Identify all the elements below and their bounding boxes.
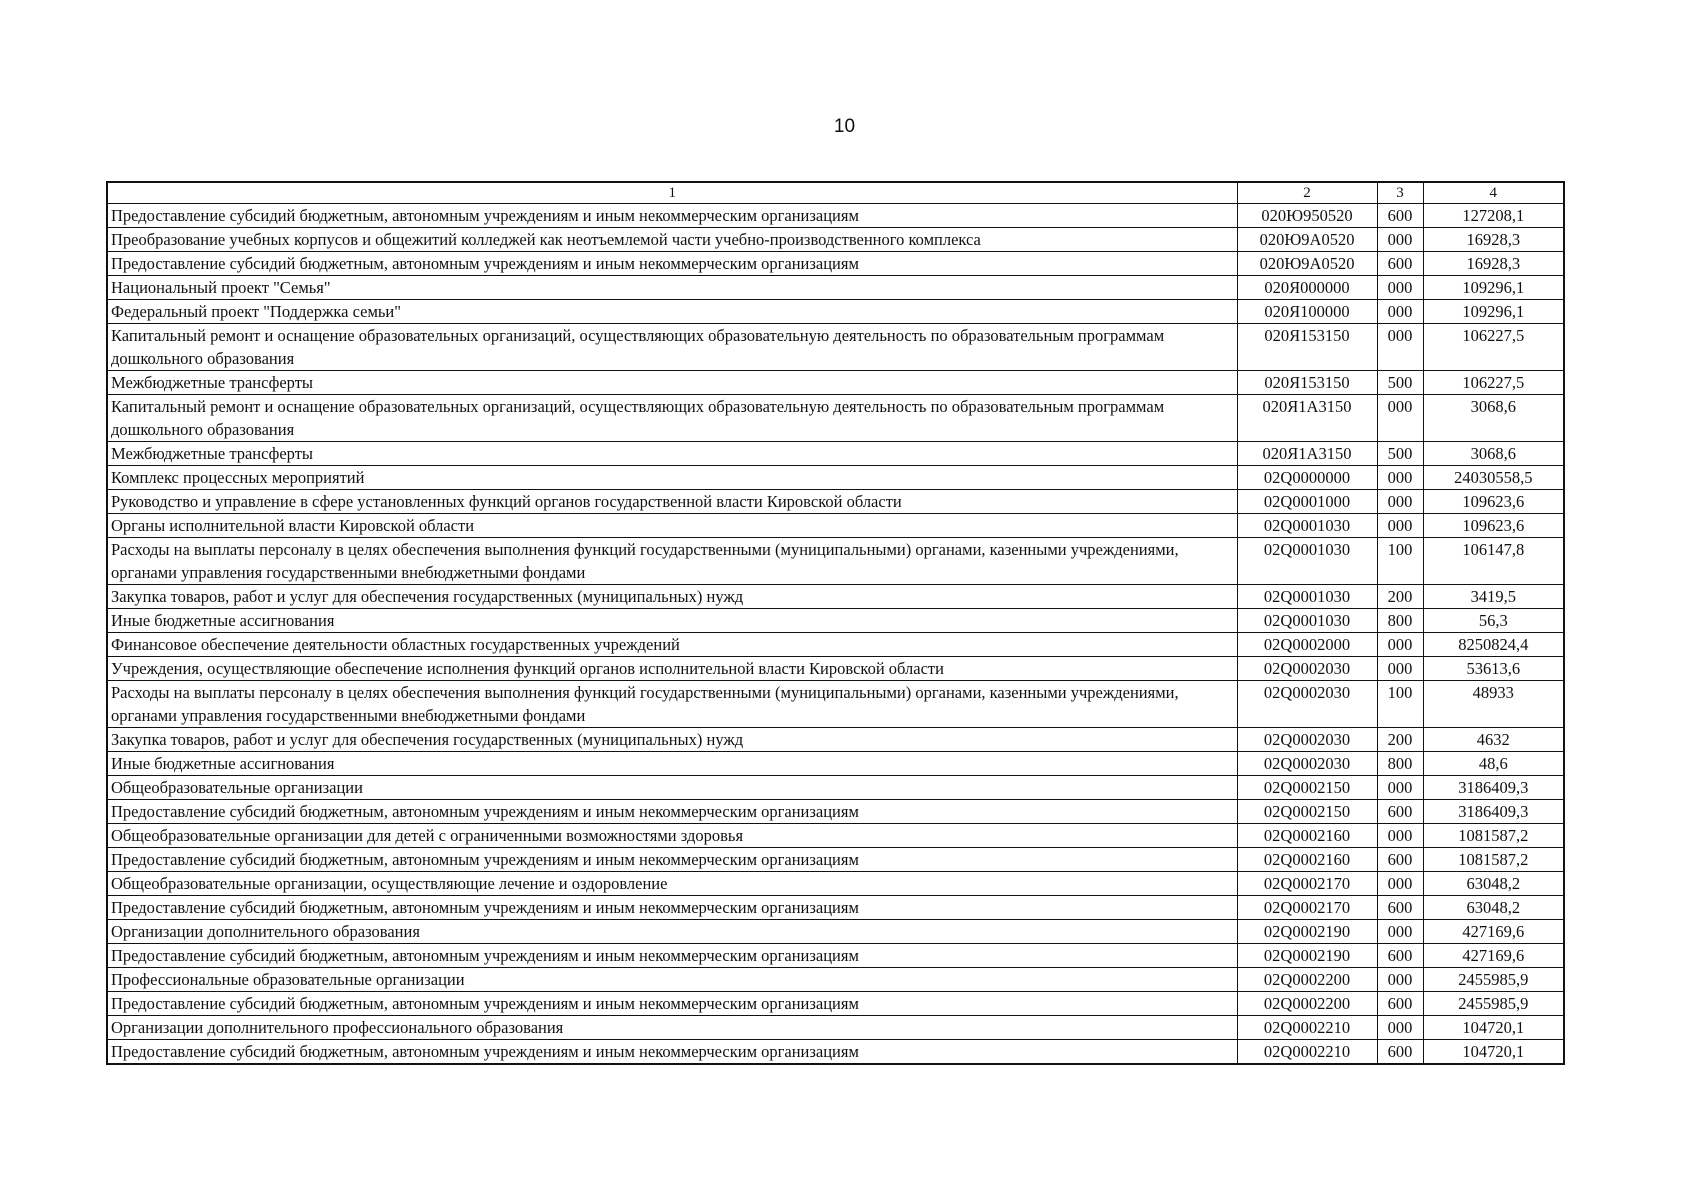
row-amount-cell: 104720,1 [1423, 1016, 1564, 1040]
row-type-cell: 600 [1377, 252, 1423, 276]
row-type-cell: 000 [1377, 824, 1423, 848]
table-row [107, 872, 1564, 896]
table-row [107, 776, 1564, 800]
row-name-cell: Расходы на выплаты персоналу в целях обеспечения выполнения функций государственными (муниципальными) органами, казенными учреждениями, органами управления государственными внебюджетными фондами [107, 538, 1237, 585]
row-code-cell: 02Q0002030 [1237, 657, 1377, 681]
row-name-cell: Межбюджетные трансферты [107, 371, 1237, 395]
row-type-cell: 600 [1377, 944, 1423, 968]
row-name-cell: Предоставление субсидий бюджетным, автономным учреждениям и иным некоммерческим организациям [107, 896, 1237, 920]
row-type-cell: 000 [1377, 324, 1423, 371]
row-code-cell: 02Q0002150 [1237, 800, 1377, 824]
row-name-cell: Закупка товаров, работ и услуг для обеспечения государственных (муниципальных) нужд [107, 585, 1237, 609]
table-row [107, 728, 1564, 752]
row-code-cell: 02Q0002170 [1237, 896, 1377, 920]
table-row [107, 252, 1564, 276]
row-type-cell: 000 [1377, 920, 1423, 944]
row-code-cell: 020Ю9А0520 [1237, 252, 1377, 276]
row-amount-cell: 24030558,5 [1423, 466, 1564, 490]
row-type-cell: 000 [1377, 466, 1423, 490]
row-amount-cell: 104720,1 [1423, 1040, 1564, 1065]
row-name-cell: Предоставление субсидий бюджетным, автономным учреждениям и иным некоммерческим организациям [107, 992, 1237, 1016]
row-type-cell: 000 [1377, 490, 1423, 514]
row-code-cell: 02Q0002170 [1237, 872, 1377, 896]
table-row [107, 585, 1564, 609]
table-row [107, 633, 1564, 657]
row-amount-cell: 16928,3 [1423, 252, 1564, 276]
table-row [107, 466, 1564, 490]
row-amount-cell: 106227,5 [1423, 371, 1564, 395]
row-type-cell: 600 [1377, 1040, 1423, 1065]
row-code-cell: 02Q0002190 [1237, 944, 1377, 968]
row-type-cell: 800 [1377, 752, 1423, 776]
row-name-cell: Предоставление субсидий бюджетным, автономным учреждениям и иным некоммерческим организациям [107, 252, 1237, 276]
row-code-cell: 02Q0002190 [1237, 920, 1377, 944]
table-row [107, 824, 1564, 848]
table-row [107, 276, 1564, 300]
table-row [107, 848, 1564, 872]
table-row [107, 1040, 1564, 1065]
table-header-row [107, 182, 1564, 204]
row-type-cell: 200 [1377, 728, 1423, 752]
row-code-cell: 02Q0001030 [1237, 514, 1377, 538]
row-name-cell: Предоставление субсидий бюджетным, автономным учреждениям и иным некоммерческим организациям [107, 848, 1237, 872]
column-header-1: 1 [107, 182, 1237, 204]
row-type-cell: 500 [1377, 371, 1423, 395]
row-code-cell: 02Q0002030 [1237, 728, 1377, 752]
table-row [107, 538, 1564, 585]
table-row [107, 395, 1564, 442]
row-code-cell: 02Q0002030 [1237, 752, 1377, 776]
row-name-cell: Органы исполнительной власти Кировской области [107, 514, 1237, 538]
row-code-cell: 02Q0001030 [1237, 585, 1377, 609]
table-row [107, 609, 1564, 633]
row-code-cell: 02Q0001030 [1237, 538, 1377, 585]
row-name-cell: Капитальный ремонт и оснащение образовательных организаций, осуществляющих образовательную деятельность по образовательным программам дошкольного образования [107, 395, 1237, 442]
row-amount-cell: 3419,5 [1423, 585, 1564, 609]
row-name-cell: Финансовое обеспечение деятельности областных государственных учреждений [107, 633, 1237, 657]
row-code-cell: 02Q0002200 [1237, 968, 1377, 992]
row-name-cell: Предоставление субсидий бюджетным, автономным учреждениям и иным некоммерческим организациям [107, 800, 1237, 824]
row-code-cell: 020Я1А3150 [1237, 442, 1377, 466]
row-name-cell: Организации дополнительного образования [107, 920, 1237, 944]
row-type-cell: 800 [1377, 609, 1423, 633]
row-name-cell: Преобразование учебных корпусов и общежитий колледжей как неотъемлемой части учебно-производственного комплекса [107, 228, 1237, 252]
table-row [107, 992, 1564, 1016]
row-name-cell: Межбюджетные трансферты [107, 442, 1237, 466]
row-name-cell: Организации дополнительного профессионального образования [107, 1016, 1237, 1040]
row-type-cell: 600 [1377, 800, 1423, 824]
row-code-cell: 02Q0002160 [1237, 848, 1377, 872]
row-amount-cell: 63048,2 [1423, 872, 1564, 896]
table-row [107, 896, 1564, 920]
row-amount-cell: 53613,6 [1423, 657, 1564, 681]
row-name-cell: Иные бюджетные ассигнования [107, 752, 1237, 776]
row-type-cell: 000 [1377, 633, 1423, 657]
row-code-cell: 02Q0002200 [1237, 992, 1377, 1016]
row-amount-cell: 109623,6 [1423, 490, 1564, 514]
row-code-cell: 020Я1А3150 [1237, 395, 1377, 442]
row-type-cell: 000 [1377, 228, 1423, 252]
row-type-cell: 000 [1377, 395, 1423, 442]
row-code-cell: 02Q0002000 [1237, 633, 1377, 657]
page-number: 10 [833, 116, 856, 137]
row-name-cell: Общеобразовательные организации для детей с ограниченными возможностями здоровья [107, 824, 1237, 848]
table-row [107, 800, 1564, 824]
row-amount-cell: 3068,6 [1423, 442, 1564, 466]
row-type-cell: 000 [1377, 657, 1423, 681]
row-code-cell: 02Q0002150 [1237, 776, 1377, 800]
row-amount-cell: 8250824,4 [1423, 633, 1564, 657]
table-row [107, 442, 1564, 466]
row-code-cell: 020Я000000 [1237, 276, 1377, 300]
row-name-cell: Предоставление субсидий бюджетным, автономным учреждениям и иным некоммерческим организациям [107, 944, 1237, 968]
column-header-3: 3 [1377, 182, 1423, 204]
row-name-cell: Предоставление субсидий бюджетным, автономным учреждениям и иным некоммерческим организациям [107, 204, 1237, 228]
row-amount-cell: 48933 [1423, 681, 1564, 728]
row-amount-cell: 109623,6 [1423, 514, 1564, 538]
row-name-cell: Профессиональные образовательные организации [107, 968, 1237, 992]
row-name-cell: Общеобразовательные организации, осуществляющие лечение и оздоровление [107, 872, 1237, 896]
row-code-cell: 02Q0002030 [1237, 681, 1377, 728]
row-code-cell: 02Q0002160 [1237, 824, 1377, 848]
row-amount-cell: 4632 [1423, 728, 1564, 752]
row-code-cell: 02Q0002210 [1237, 1016, 1377, 1040]
row-code-cell: 020Я100000 [1237, 300, 1377, 324]
row-name-cell: Национальный проект "Семья" [107, 276, 1237, 300]
row-name-cell: Иные бюджетные ассигнования [107, 609, 1237, 633]
table-row [107, 204, 1564, 228]
table-row [107, 968, 1564, 992]
row-amount-cell: 109296,1 [1423, 300, 1564, 324]
row-type-cell: 600 [1377, 896, 1423, 920]
row-type-cell: 000 [1377, 276, 1423, 300]
row-code-cell: 02Q0001000 [1237, 490, 1377, 514]
row-type-cell: 000 [1377, 514, 1423, 538]
row-type-cell: 600 [1377, 848, 1423, 872]
row-type-cell: 600 [1377, 204, 1423, 228]
row-amount-cell: 2455985,9 [1423, 968, 1564, 992]
row-amount-cell: 16928,3 [1423, 228, 1564, 252]
row-type-cell: 100 [1377, 681, 1423, 728]
column-header-2: 2 [1237, 182, 1377, 204]
row-amount-cell: 63048,2 [1423, 896, 1564, 920]
table-row [107, 681, 1564, 728]
row-amount-cell: 3068,6 [1423, 395, 1564, 442]
row-amount-cell: 427169,6 [1423, 920, 1564, 944]
row-type-cell: 600 [1377, 992, 1423, 1016]
table-row [107, 944, 1564, 968]
row-amount-cell: 127208,1 [1423, 204, 1564, 228]
row-code-cell: 020Ю9А0520 [1237, 228, 1377, 252]
row-type-cell: 000 [1377, 300, 1423, 324]
row-amount-cell: 427169,6 [1423, 944, 1564, 968]
table-body [107, 182, 1564, 1064]
row-name-cell: Расходы на выплаты персоналу в целях обеспечения выполнения функций государственными (муниципальными) органами, казенными учреждениями, органами управления государственными внебюджетными фондами [107, 681, 1237, 728]
row-code-cell: 02Q0001030 [1237, 609, 1377, 633]
row-amount-cell: 2455985,9 [1423, 992, 1564, 1016]
row-name-cell: Руководство и управление в сфере установленных функций органов государственной власти Кировской области [107, 490, 1237, 514]
table-row [107, 324, 1564, 371]
table-row [107, 1016, 1564, 1040]
row-name-cell: Учреждения, осуществляющие обеспечение исполнения функций органов исполнительной власти Кировской области [107, 657, 1237, 681]
row-amount-cell: 3186409,3 [1423, 800, 1564, 824]
table-row [107, 300, 1564, 324]
row-amount-cell: 109296,1 [1423, 276, 1564, 300]
row-amount-cell: 1081587,2 [1423, 848, 1564, 872]
row-name-cell: Закупка товаров, работ и услуг для обеспечения государственных (муниципальных) нужд [107, 728, 1237, 752]
row-code-cell: 02Q0002210 [1237, 1040, 1377, 1065]
table-row [107, 920, 1564, 944]
table-row [107, 657, 1564, 681]
row-type-cell: 200 [1377, 585, 1423, 609]
column-header-4: 4 [1423, 182, 1564, 204]
row-name-cell: Предоставление субсидий бюджетным, автономным учреждениям и иным некоммерческим организациям [107, 1040, 1237, 1065]
table-row [107, 371, 1564, 395]
row-name-cell: Федеральный проект "Поддержка семьи" [107, 300, 1237, 324]
row-code-cell: 020Я153150 [1237, 324, 1377, 371]
row-amount-cell: 106227,5 [1423, 324, 1564, 371]
row-amount-cell: 106147,8 [1423, 538, 1564, 585]
row-name-cell: Общеобразовательные организации [107, 776, 1237, 800]
table-row [107, 514, 1564, 538]
table-row [107, 752, 1564, 776]
row-type-cell: 000 [1377, 776, 1423, 800]
row-code-cell: 020Я153150 [1237, 371, 1377, 395]
row-name-cell: Капитальный ремонт и оснащение образовательных организаций, осуществляющих образовательную деятельность по образовательным программам дошкольного образования [107, 324, 1237, 371]
row-amount-cell: 1081587,2 [1423, 824, 1564, 848]
row-code-cell: 02Q0000000 [1237, 466, 1377, 490]
row-type-cell: 500 [1377, 442, 1423, 466]
row-amount-cell: 56,3 [1423, 609, 1564, 633]
row-amount-cell: 48,6 [1423, 752, 1564, 776]
table-row [107, 490, 1564, 514]
budget-table [106, 181, 1565, 1065]
row-type-cell: 000 [1377, 968, 1423, 992]
row-type-cell: 000 [1377, 1016, 1423, 1040]
row-amount-cell: 3186409,3 [1423, 776, 1564, 800]
table-row [107, 228, 1564, 252]
row-name-cell: Комплекс процессных мероприятий [107, 466, 1237, 490]
row-code-cell: 020Ю950520 [1237, 204, 1377, 228]
row-type-cell: 000 [1377, 872, 1423, 896]
row-type-cell: 100 [1377, 538, 1423, 585]
